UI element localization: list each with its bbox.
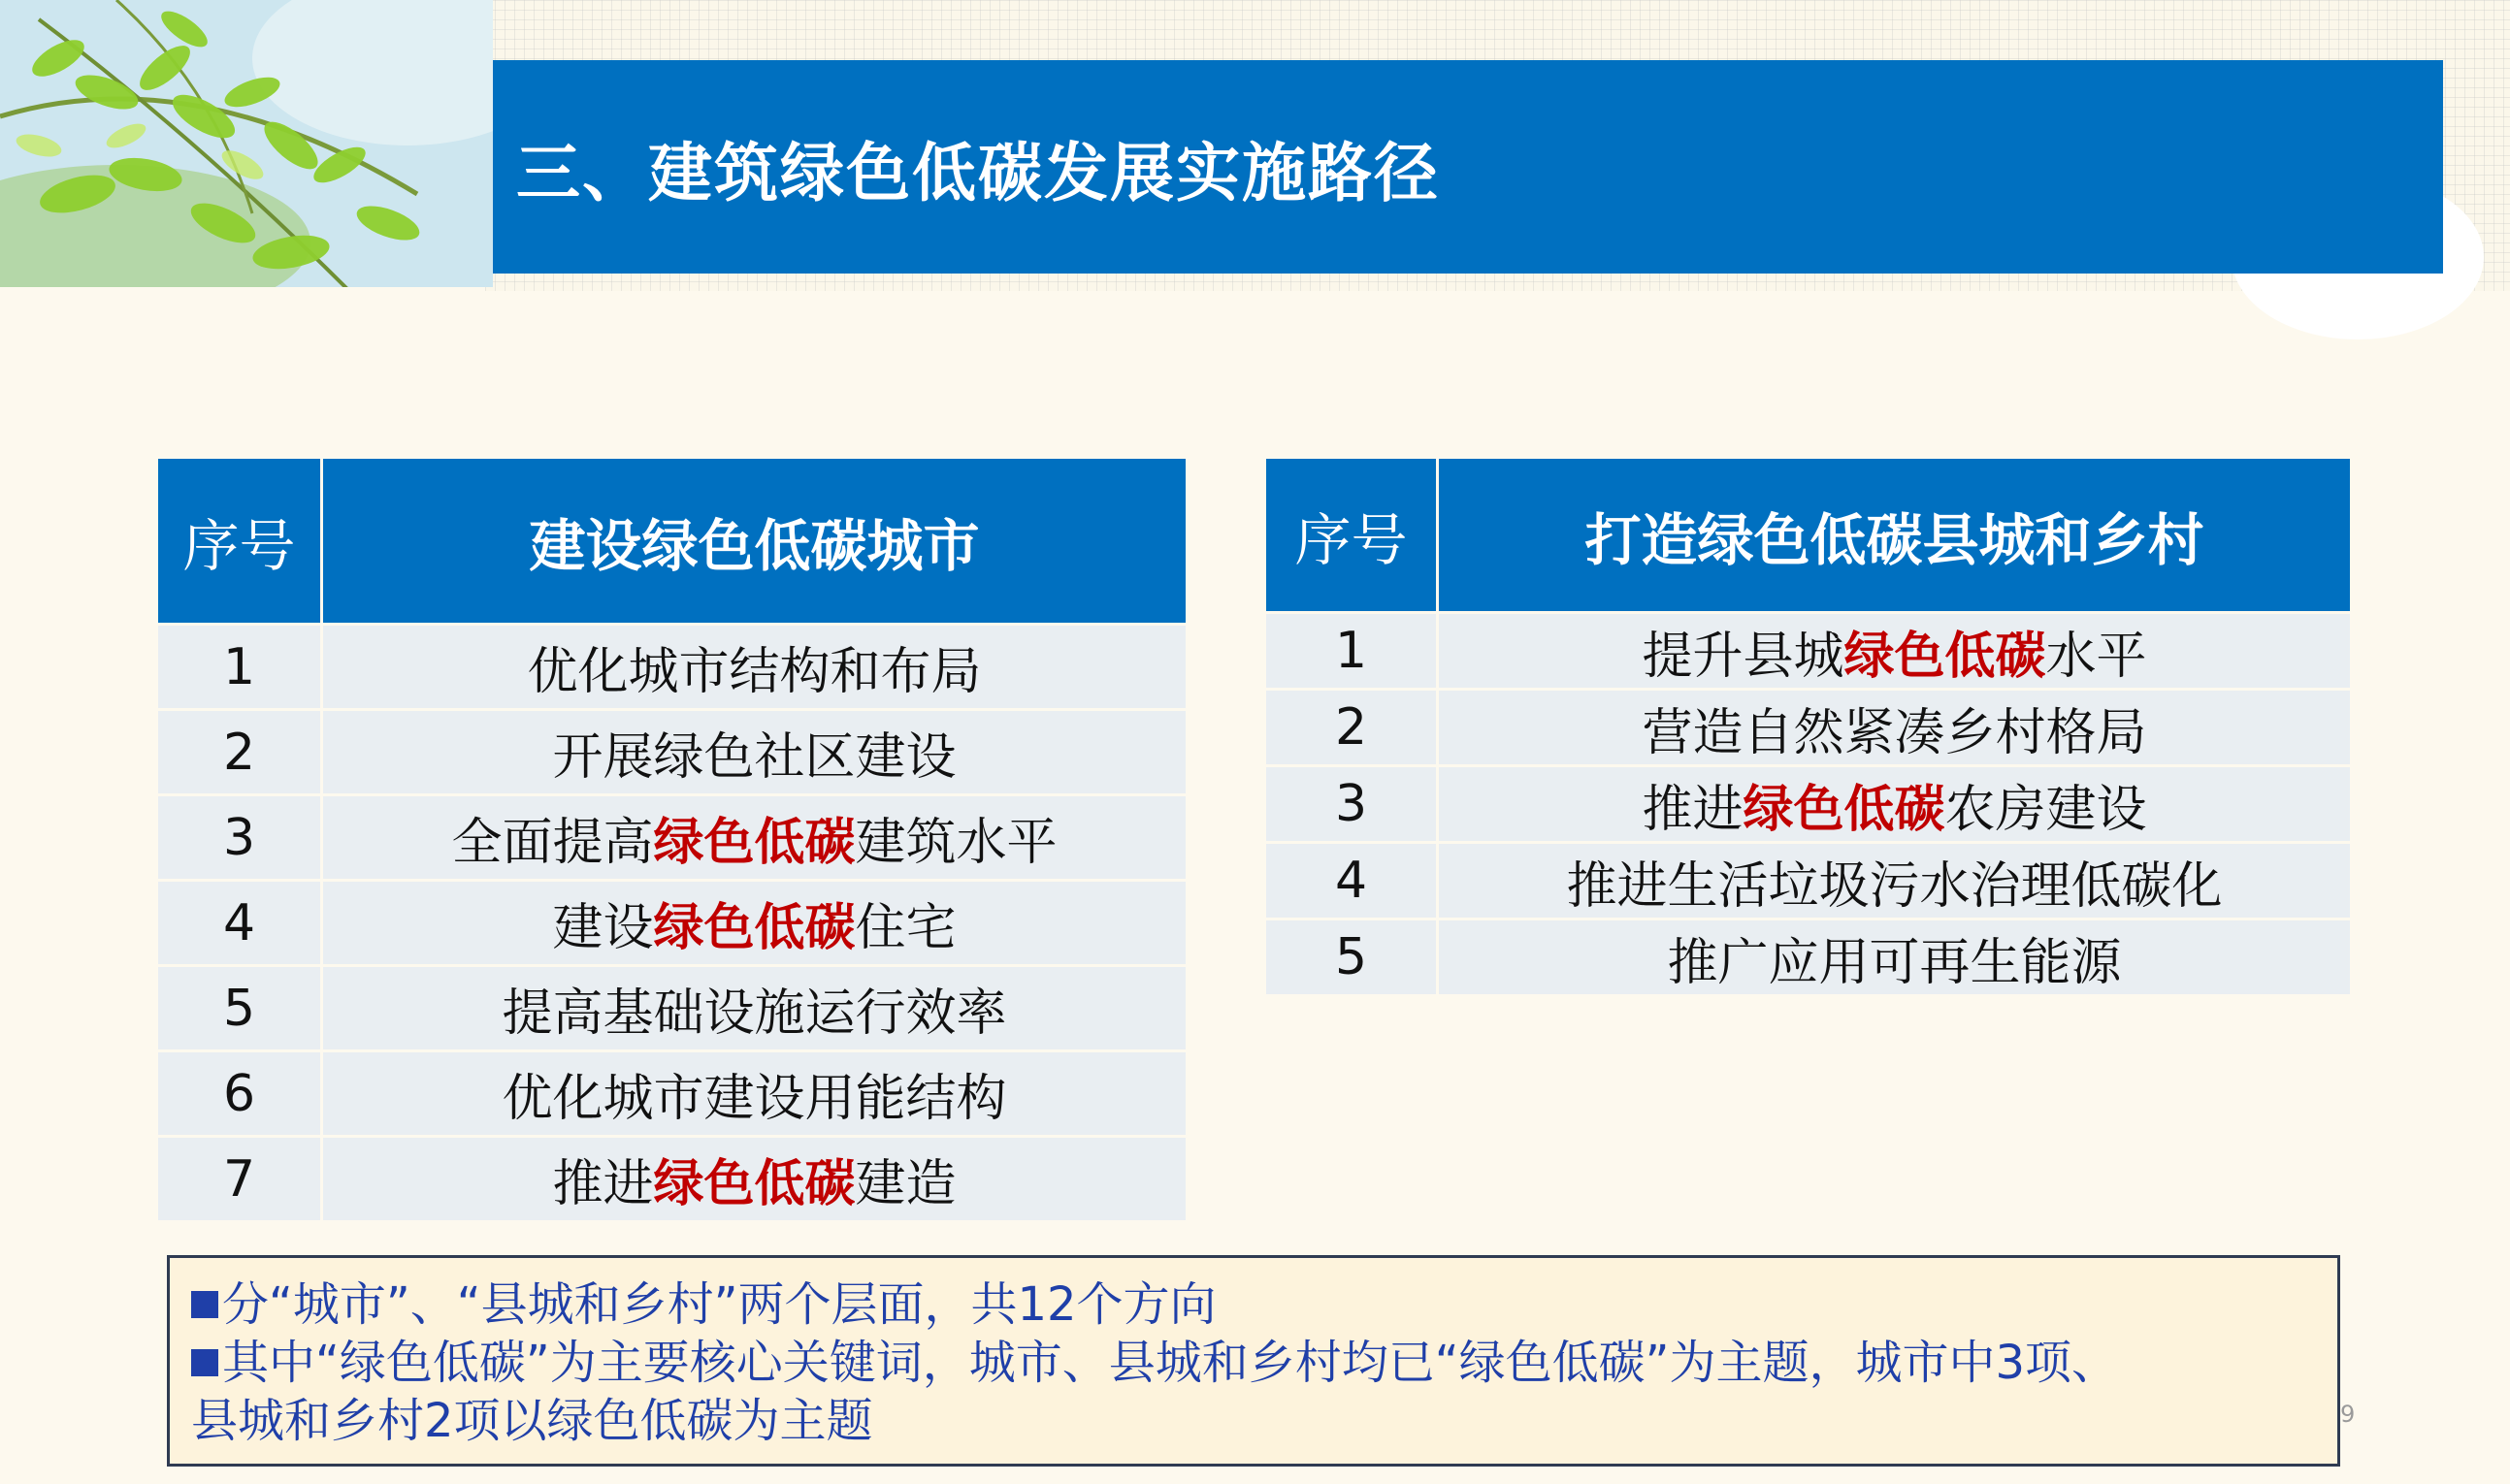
row-number: 1	[1265, 613, 1438, 690]
column-header-county-village: 打造绿色低碳县城和乡村	[1438, 458, 2352, 613]
table-row	[1265, 690, 2352, 766]
row-number: 1	[157, 625, 322, 710]
row-text	[322, 1051, 1188, 1137]
note-text-3: 县城和乡村2项以绿色低碳为主题	[191, 1394, 873, 1448]
row-text-post: 住宅	[855, 899, 957, 957]
row-text-post: 建筑水平	[855, 814, 1058, 872]
row-text-pre: 提高基础设施运行效率	[502, 984, 1007, 1043]
square-bullet-icon	[191, 1349, 218, 1376]
row-text-pre: 开展绿色社区建设	[552, 728, 957, 787]
page-number: 9	[2340, 1401, 2356, 1428]
row-number: 2	[1265, 690, 1438, 766]
summary-note-box	[167, 1255, 2340, 1467]
row-text-post: 农房建设	[1944, 780, 2147, 839]
table-row	[1265, 766, 2352, 843]
row-text-pre: 营造自然紧凑乡村格局	[1642, 703, 2147, 762]
note-line-1	[191, 1275, 2318, 1334]
row-text	[1438, 690, 2352, 766]
table-row	[157, 795, 1188, 881]
row-number: 3	[1265, 766, 1438, 843]
row-text-pre: 推进生活垃圾污水治理低碳化	[1566, 856, 2223, 916]
title-banner	[493, 60, 2443, 274]
row-text	[1438, 766, 2352, 843]
row-text	[1438, 919, 2352, 996]
row-text-post: 水平	[2045, 627, 2147, 686]
row-number: 4	[157, 881, 322, 966]
table-row	[1265, 613, 2352, 690]
row-text-post: 建造	[855, 1155, 957, 1213]
row-text-pre: 推进	[1642, 780, 1744, 839]
row-number: 7	[157, 1137, 322, 1222]
row-text	[322, 710, 1188, 795]
column-header-city: 建设绿色低碳城市	[322, 458, 1188, 625]
row-text-pre: 提升县城	[1642, 627, 1844, 686]
row-number: 6	[157, 1051, 322, 1137]
row-text	[322, 881, 1188, 966]
row-text-highlight: 绿色低碳	[1843, 627, 2046, 686]
row-text-pre: 优化城市建设用能结构	[502, 1070, 1007, 1128]
row-number: 2	[157, 710, 322, 795]
row-text-highlight: 绿色低碳	[653, 899, 856, 957]
row-text-pre: 优化城市结构和布局	[527, 643, 982, 701]
row-number: 3	[157, 795, 322, 881]
note-line-3	[191, 1392, 2318, 1450]
square-bullet-icon	[191, 1291, 218, 1318]
row-text-highlight: 绿色低碳	[653, 814, 856, 872]
table-row	[157, 1137, 1188, 1222]
column-header-number: 序号	[1265, 458, 1438, 613]
table-row	[1265, 919, 2352, 996]
row-text-pre: 推进	[552, 1155, 654, 1213]
table-header-row	[1265, 458, 2352, 613]
leaf-illustration	[0, 0, 493, 287]
row-number: 4	[1265, 843, 1438, 919]
row-text	[322, 625, 1188, 710]
table-row	[157, 881, 1188, 966]
row-text-pre: 全面提高	[451, 814, 654, 872]
row-text-highlight: 绿色低碳	[653, 1155, 856, 1213]
row-text-pre: 建设	[552, 899, 654, 957]
row-text	[1438, 613, 2352, 690]
table-row	[1265, 843, 2352, 919]
row-text-pre: 推广应用可再生能源	[1667, 933, 2122, 992]
row-number: 5	[1265, 919, 1438, 996]
note-text-2: 其中“绿色低碳”为主要核心关键词，城市、县城和乡村均已“绿色低碳”为主题，城市中3项、	[222, 1336, 2119, 1390]
row-text	[322, 795, 1188, 881]
row-text	[322, 1137, 1188, 1222]
county-village-table	[1263, 456, 2353, 997]
row-text	[322, 966, 1188, 1051]
table-row	[157, 625, 1188, 710]
row-number: 5	[157, 966, 322, 1051]
column-header-number: 序号	[157, 458, 322, 625]
leaf-photo-image	[0, 0, 493, 287]
table-row	[157, 710, 1188, 795]
note-line-2	[191, 1334, 2318, 1392]
row-text	[1438, 843, 2352, 919]
row-text-highlight: 绿色低碳	[1743, 780, 1945, 839]
table-row	[157, 966, 1188, 1051]
table-header-row	[157, 458, 1188, 625]
table-row	[157, 1051, 1188, 1137]
city-table	[155, 456, 1189, 1223]
note-text-1: 分“城市”、“县城和乡村”两个层面，共12个方向	[222, 1277, 1217, 1332]
page-title: 三、建筑绿色低碳发展实施路径	[516, 135, 1440, 210]
